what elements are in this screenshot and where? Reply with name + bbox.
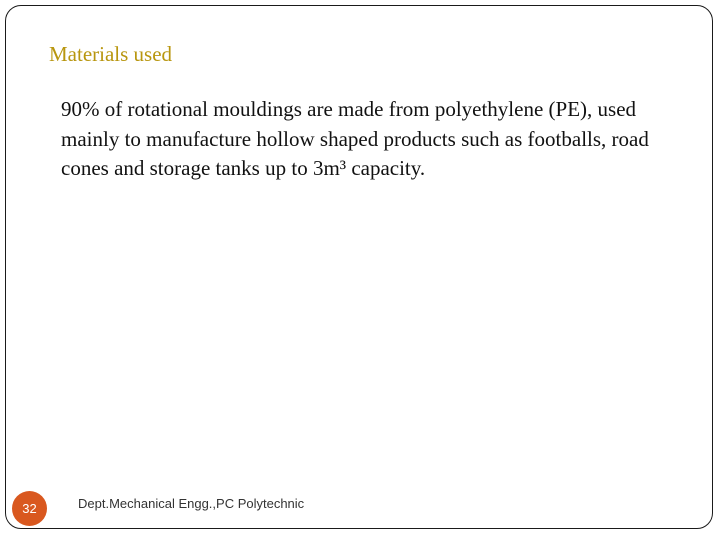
slide-footer: Dept.Mechanical Engg.,PC Polytechnic	[78, 496, 305, 511]
slide-title: Materials used	[49, 42, 173, 66]
page-number-badge	[12, 491, 47, 526]
slide-frame	[5, 5, 713, 529]
page-number: 32	[22, 501, 37, 516]
slide-body-text: 90% of rotational mouldings are made from polyethylene (PE), used mainly to manufacture hollow shaped products such as footballs, road cones and storage tanks up to 3m³ capacity.	[61, 97, 649, 180]
